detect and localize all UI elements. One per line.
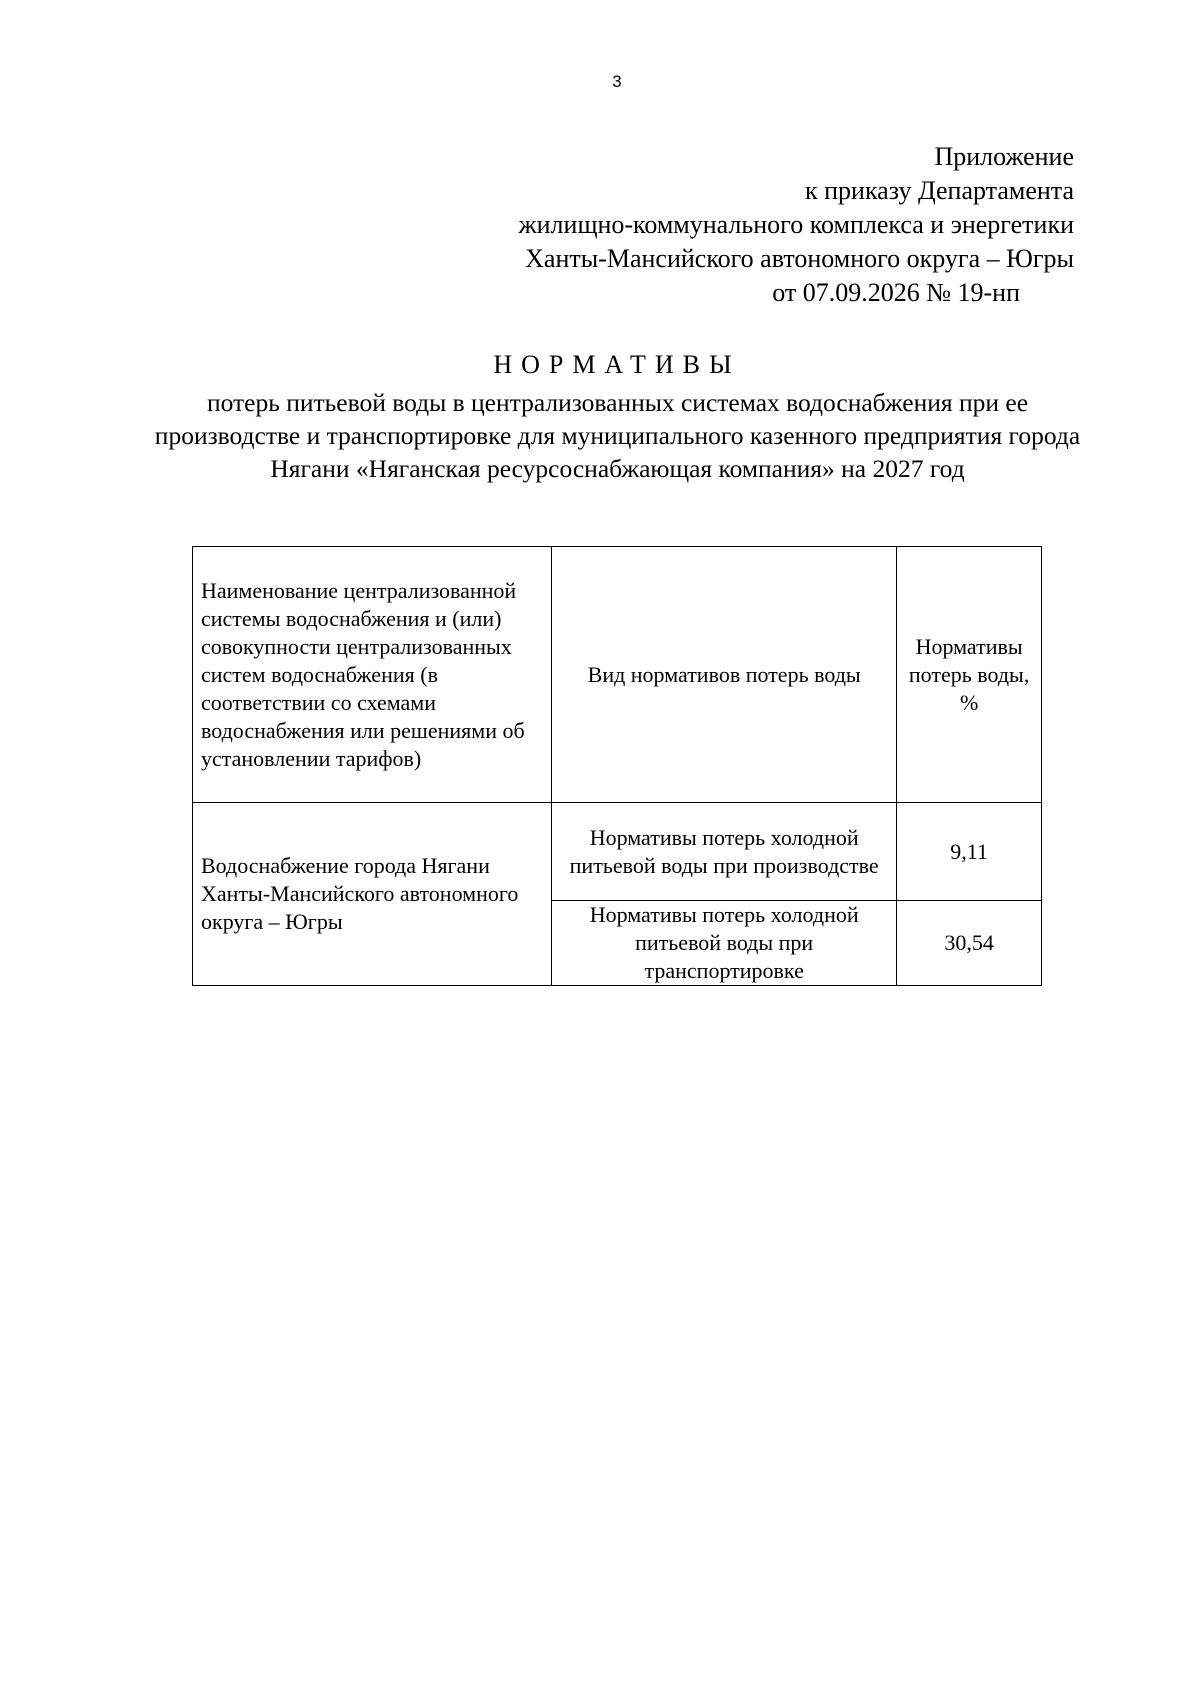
- appendix-block: [519, 140, 1074, 310]
- appendix-order-date: от 07.09.2026 № 19-нп: [772, 278, 1020, 307]
- norms-table: [192, 546, 1042, 986]
- appendix-line-3: жилищно-коммунального комплекса и энергетики: [518, 210, 1074, 239]
- table-header-row: [193, 547, 1042, 803]
- appendix-line-1: Приложение: [934, 142, 1074, 171]
- page-number: 3: [612, 72, 622, 91]
- norm-type-cell: Нормативы потерь холодной питьевой воды при производстве: [552, 803, 897, 901]
- appendix-line-4: Ханты-Мансийского автономного округа – Югры: [525, 244, 1074, 273]
- norm-type-cell: Нормативы потерь холодной питьевой воды при транспортировке: [552, 901, 897, 986]
- header-system-name: Наименование централизованной системы водоснабжения и (или) совокупности централизованных систем водоснабжения (в соответствии со схемами водоснабжения или решениями об установлении тарифов): [193, 547, 552, 803]
- norm-value-cell: 30,54: [897, 901, 1042, 986]
- table-row: [193, 803, 1042, 901]
- header-norm-type: Вид нормативов потерь воды: [552, 547, 897, 803]
- header-norm-value: Нормативы потерь воды, %: [897, 547, 1042, 803]
- document-title: НОРМАТИВЫ: [493, 350, 741, 379]
- document-subtitle: потерь питьевой воды в централизованных системах водоснабжения при ее производстве и транспортировке для муниципального казенного предприятия города Нягани «Няганская ресурсоснабжающая компания» на 2027 год: [154, 388, 1081, 483]
- norm-value-cell: 9,11: [897, 803, 1042, 901]
- system-name-cell: Водоснабжение города Нягани Ханты-Мансийского автономного округа – Югры: [193, 803, 552, 986]
- appendix-line-2: к приказу Департамента: [804, 176, 1074, 205]
